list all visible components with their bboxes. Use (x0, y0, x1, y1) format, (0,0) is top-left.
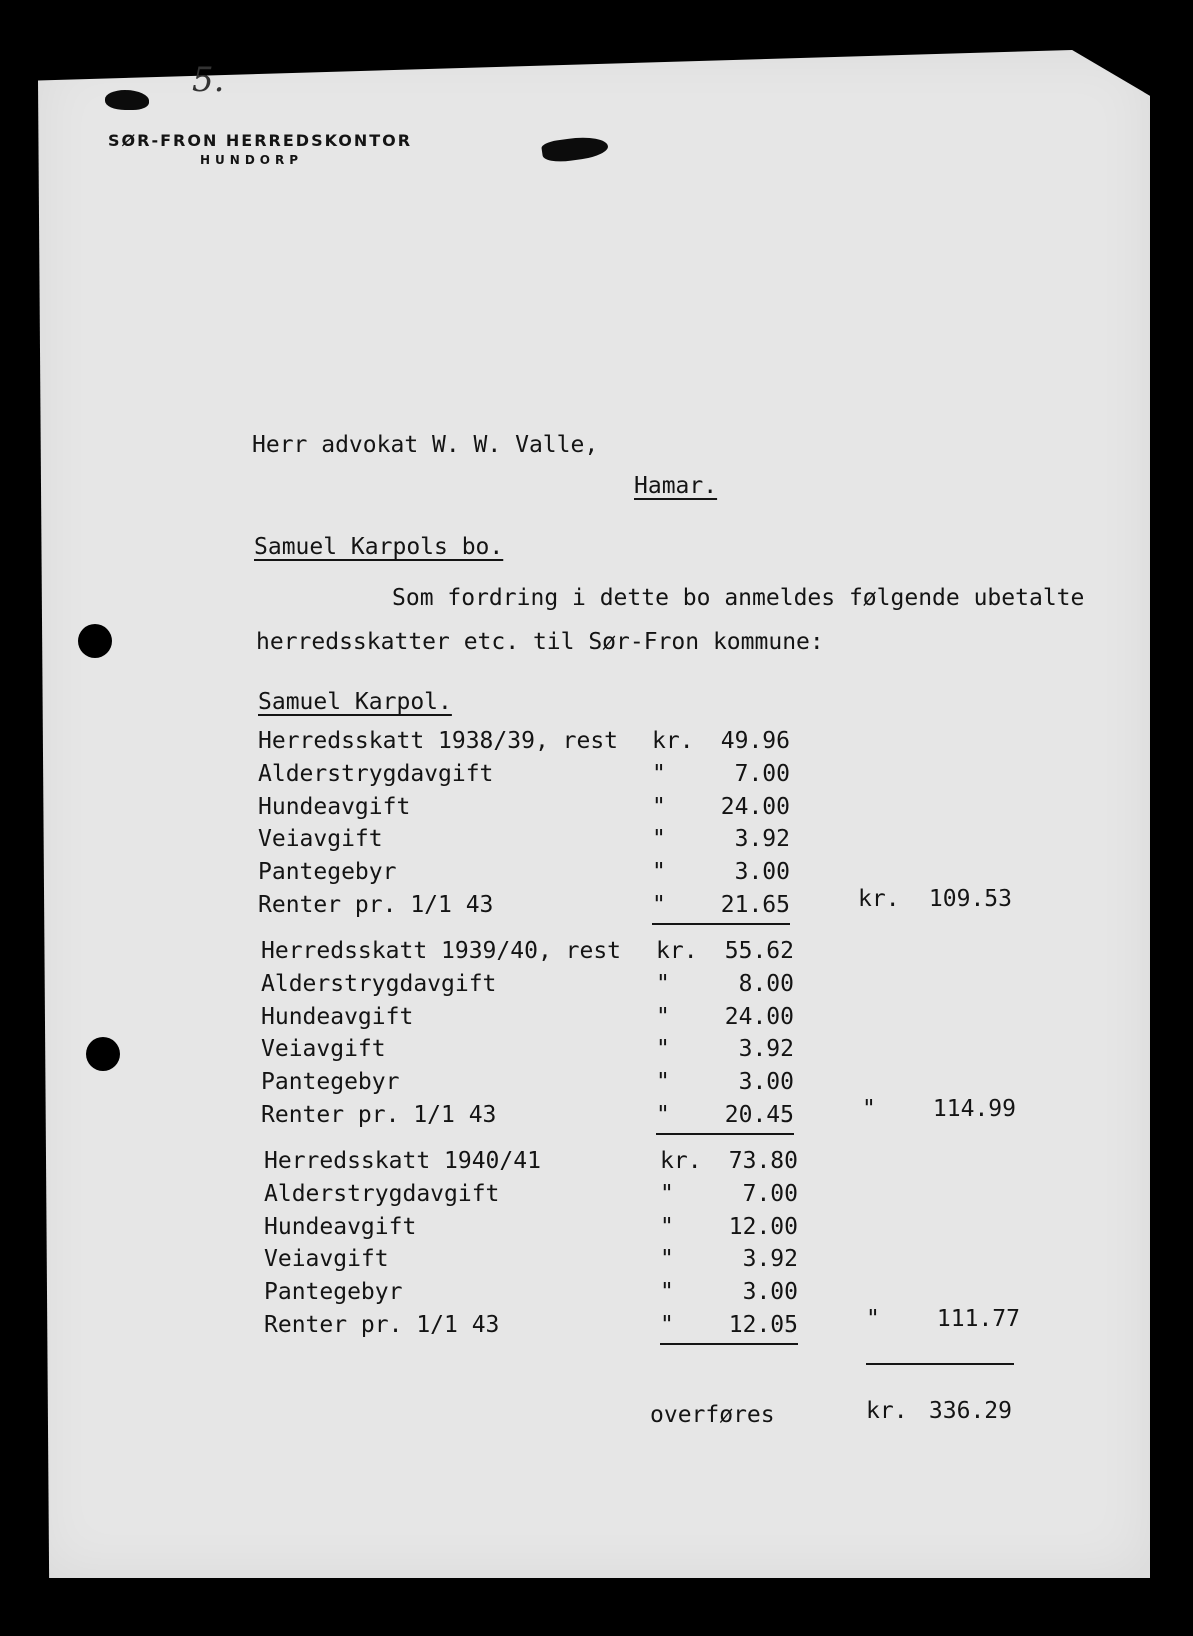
ledger-item-amount: 8.00 (738, 971, 794, 997)
ledger-item-label: Pantegebyr (264, 1279, 403, 1305)
ledger-item-label: Pantegebyr (258, 859, 397, 885)
subtotal-mark: " (862, 1096, 876, 1122)
ledger-item-label: Herredsskatt 1939/40, rest (261, 938, 622, 964)
ledger-item-amount: 3.92 (734, 826, 790, 852)
ledger-item-mark: " (660, 1214, 674, 1240)
total-rule (866, 1363, 1014, 1365)
ledger-item-mark: " (660, 1312, 674, 1338)
punch-hole (78, 624, 112, 658)
ledger-item-label: Pantegebyr (261, 1069, 400, 1095)
subtotal-rule (652, 923, 790, 925)
ledger-item-label: Alderstrygdavgift (258, 761, 494, 787)
ledger-item-label: Renter pr. 1/1 43 (264, 1312, 500, 1338)
subject-line: Samuel Karpols bo. (254, 534, 504, 560)
ledger-item-label: Alderstrygdavgift (261, 971, 497, 997)
ledger-item-label: Veiavgift (264, 1246, 389, 1272)
ledger-item-mark: " (660, 1246, 674, 1272)
ledger-item-mark: " (652, 892, 666, 918)
ledger-item-label: Alderstrygdavgift (264, 1181, 500, 1207)
ledger-item-amount: 49.96 (720, 728, 790, 754)
page-number-mark: 5. (192, 60, 225, 100)
ledger-item-amount: 7.00 (734, 761, 790, 787)
ledger-item-mark: " (652, 826, 666, 852)
subtotal-amount: 111.77 (936, 1306, 1020, 1332)
letterhead-office: SØR-FRON HERREDSKONTOR (108, 131, 413, 150)
ledger-item-amount: 21.65 (720, 892, 790, 918)
ledger-item-mark: " (656, 971, 670, 997)
ledger-item-label: Herredsskatt 1938/39, rest (258, 728, 619, 754)
punch-hole (86, 1037, 120, 1071)
ledger-item-mark: kr. (656, 938, 698, 964)
ink-blot (105, 90, 149, 110)
ledger-item-amount: 55.62 (724, 938, 794, 964)
ledger-item-amount: 73.80 (728, 1148, 798, 1174)
ledger-item-label: Renter pr. 1/1 43 (261, 1102, 497, 1128)
subtotal-rule (656, 1133, 794, 1135)
ledger-item-mark: kr. (652, 728, 694, 754)
ledger-item-amount: 3.00 (742, 1279, 798, 1305)
carry-amount: 336.29 (928, 1398, 1012, 1424)
ledger-item-amount: 3.00 (738, 1069, 794, 1095)
ledger-item-label: Renter pr. 1/1 43 (258, 892, 494, 918)
letterhead-place: HUNDORP (200, 153, 304, 167)
ledger-item-label: Herredsskatt 1940/41 (264, 1148, 541, 1174)
ledger-item-mark: " (652, 794, 666, 820)
ledger-item-mark: kr. (660, 1148, 702, 1174)
intro-line-1: Som fordring i dette bo anmeldes følgende ubetalte (392, 585, 1085, 611)
ledger-item-label: Hundeavgift (261, 1004, 414, 1030)
ledger-item-mark: " (656, 1069, 670, 1095)
ledger-item-mark: " (660, 1279, 674, 1305)
ledger-item-mark: " (656, 1036, 670, 1062)
recipient-city: Hamar. (634, 473, 718, 499)
ledger-item-amount: 3.92 (742, 1246, 798, 1272)
subtotal-amount: 109.53 (928, 886, 1012, 912)
ledger-item-mark: " (656, 1004, 670, 1030)
letter-page (38, 50, 1150, 1578)
ledger-item-amount: 24.00 (724, 1004, 794, 1030)
ledger-item-mark: " (652, 859, 666, 885)
ledger-item-label: Hundeavgift (264, 1214, 417, 1240)
ledger-item-label: Hundeavgift (258, 794, 411, 820)
ledger-item-mark: " (660, 1181, 674, 1207)
ledger-item-label: Veiavgift (258, 826, 383, 852)
ledger-item-amount: 3.00 (734, 859, 790, 885)
ledger-item-amount: 20.45 (724, 1102, 794, 1128)
carry-label: overføres (650, 1402, 775, 1428)
debtor-heading: Samuel Karpol. (258, 689, 452, 715)
intro-line-2: herredsskatter etc. til Sør-Fron kommune: (256, 629, 824, 655)
subtotal-rule (660, 1343, 798, 1345)
ledger-item-amount: 3.92 (738, 1036, 794, 1062)
carry-currency: kr. (866, 1398, 908, 1424)
subtotal-amount: 114.99 (932, 1096, 1016, 1122)
ledger-item-label: Veiavgift (261, 1036, 386, 1062)
ledger-item-amount: 12.05 (728, 1312, 798, 1338)
subtotal-mark: " (866, 1306, 880, 1332)
subtotal-mark: kr. (858, 886, 900, 912)
ledger-item-amount: 7.00 (742, 1181, 798, 1207)
recipient-name: Herr advokat W. W. Valle, (252, 432, 599, 458)
ledger-item-amount: 12.00 (728, 1214, 798, 1240)
ledger-item-amount: 24.00 (720, 794, 790, 820)
ledger-item-mark: " (656, 1102, 670, 1128)
ledger-item-mark: " (652, 761, 666, 787)
